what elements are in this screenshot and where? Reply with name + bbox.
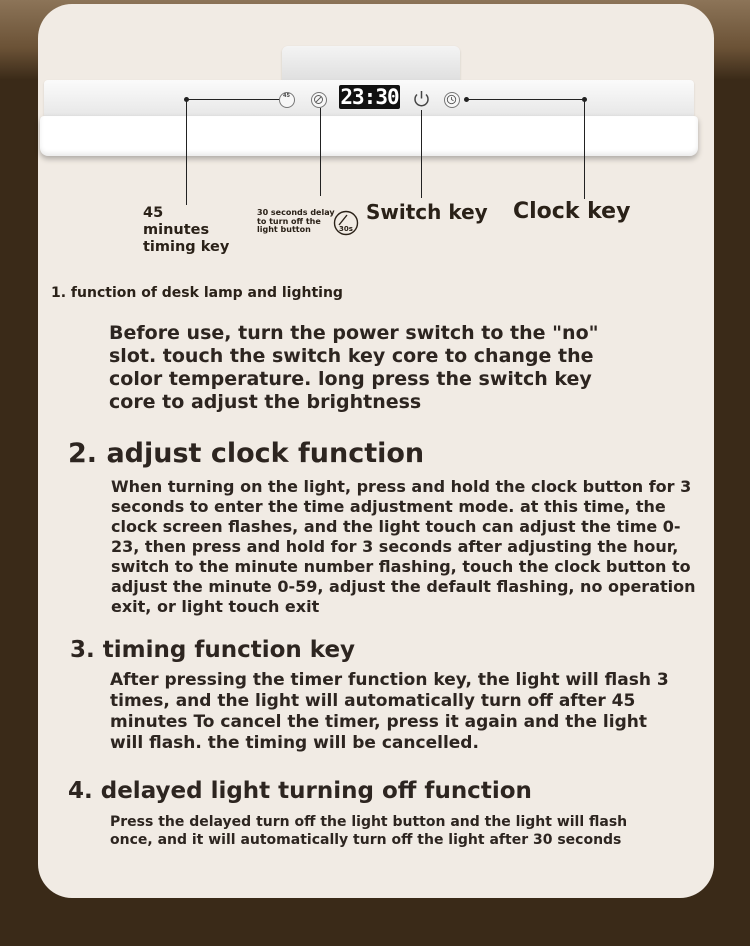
leader-timing-v <box>186 99 187 205</box>
delay-30s-icon-text: 30s <box>339 225 353 233</box>
delay-30s-button[interactable] <box>311 92 327 108</box>
section-2-title: 2. adjust clock function <box>68 438 425 469</box>
delay-30s-icon <box>333 210 359 236</box>
section-1-body: Before use, turn the power switch to the "no" slot. touch the switch key core to change the color temperature. long press the switch key core to adjust the brightness <box>109 322 599 413</box>
label-clock-key: Clock key <box>513 199 631 224</box>
label-timing-key: 45 minutes timing key <box>143 205 230 255</box>
section-1-title: 1. function of desk lamp and lighting <box>51 285 343 301</box>
section-2-body: When turning on the light, press and hold the clock button for 3 seconds to enter the time adjustment mode. at this time, the clock screen flashes, and the light touch can adjust the time 0-23, then press and hold for 3 seconds after adjusting the hour, switch to the minute number flashing, touch the clock button to adjust the minute 0-59, adjust the default flashing, no operation exit, or light touch exit <box>111 477 696 616</box>
section-4-body: Press the delayed turn off the light button and the light will flash once, and it will automatically turn off the light after 30 seconds <box>110 814 628 848</box>
timer-45-button[interactable] <box>279 92 295 108</box>
leader-clock-h <box>466 99 585 100</box>
switch-button[interactable] <box>411 89 432 110</box>
leader-delay-v <box>320 108 321 196</box>
delay-icon <box>312 93 326 107</box>
clock-button[interactable] <box>444 92 460 108</box>
leader-switch-v <box>421 110 422 198</box>
leader-timing-h <box>187 99 279 100</box>
section-4-title: 4. delayed light turning off function <box>68 778 532 804</box>
clock-display: 23:30 <box>340 85 399 109</box>
clock-icon <box>445 93 459 107</box>
leader-clock-dot-end <box>582 97 587 102</box>
section-3-title: 3. timing function key <box>70 637 356 663</box>
power-icon <box>411 89 432 110</box>
label-delay-key: 30 seconds delay to turn off the light button <box>257 208 335 234</box>
lamp-light-panel <box>40 116 698 156</box>
label-switch-key: Switch key <box>366 200 488 224</box>
section-3-body: After pressing the timer function key, the light will flash 3 times, and the light will automatically turn off after 45 minutes To cancel the timer, press it again and the light will flash. the timing will be cancelled. <box>110 670 669 753</box>
leader-clock-v <box>584 99 585 199</box>
leader-clock-dot <box>464 97 469 102</box>
timer-45-text: 45 <box>283 93 290 99</box>
